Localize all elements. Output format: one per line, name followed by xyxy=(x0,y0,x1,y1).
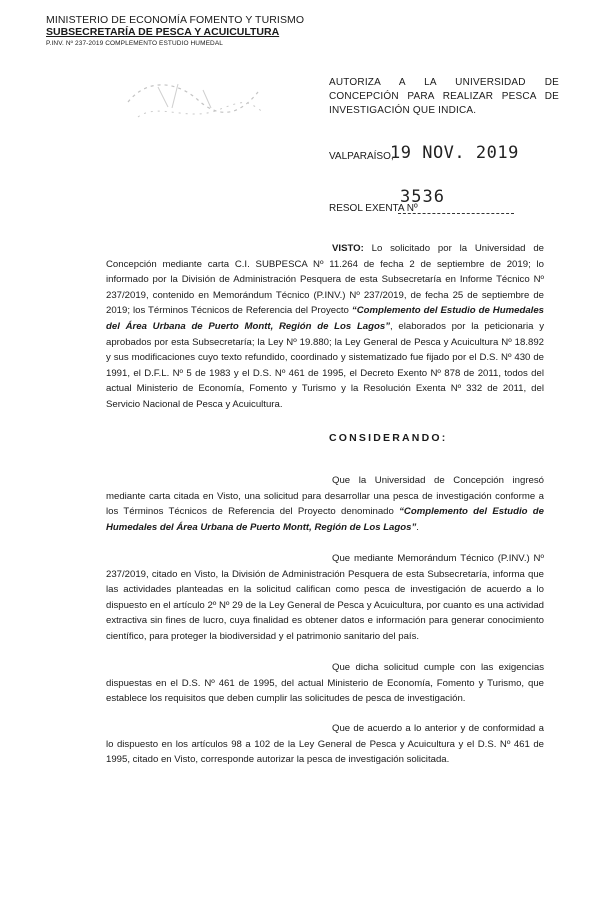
resolution-number-stamp: 3536 xyxy=(400,187,445,207)
considerando-3-text: Que dicha solicitud cumple con las exigencias dispuestas en el D.S. Nº 461 de 1995, del actual Ministerio de Economía, Fomento y Turismo, que establece los requisitos que deben cumplir las solicitudes de pesca de investigación. xyxy=(106,662,544,705)
considerando-paragraph-3 xyxy=(106,660,544,707)
visto-text-part-2: , elaborados por la peticionaria y aprobados por esta Subsecretaría; la Ley Nº 19.880; la Ley General de Pesca y Acuicultura Nº 18.892 y sus modificaciones cuyo texto refundido, coordinado y sistematizado fue fijado por el D.S. Nº 430 de 1991, el D.F.L. Nº 5 de 1983 y el D.S. Nº 461 de 1995, el Decreto Exento Nº 878 de 2011, todos del actual Ministerio de Economía, Fomento y Turismo y la Resolución Exenta Nº 332 de 2011, del Servicio Nacional de Pesca y Acuicultura. xyxy=(106,320,544,410)
visto-paragraph xyxy=(106,241,544,413)
considerando-paragraph-2 xyxy=(106,551,544,645)
place-label: VALPARAÍSO, xyxy=(329,151,394,162)
resolution-number-label: RESOL EXENTA Nº xyxy=(329,203,418,214)
considerando-paragraph-4 xyxy=(106,721,544,768)
resolution-number-line xyxy=(398,213,514,214)
visto-text-part-1: Lo solicitado por la Universidad de Concepción mediante carta C.I. SUBPESCA Nº 11.264 de fecha 2 de septiembre de 2019; lo informado por la División de Administración Pesquera de esta Subsecretaría en Informe Técnico Nº 237/2019, contenido en Memorándum Técnico (P.INV.) Nº 237/2019, de fecha 25 de septiembre de 2019; los Términos Técnicos de Referencia del Proyecto xyxy=(106,243,544,317)
considerando-heading: CONSIDERANDO: xyxy=(329,432,448,444)
considerando-1-project-title: “Complemento del Estudio de Humedales del Área Urbana de Puerto Montt, Región de Los Lagos” xyxy=(106,506,544,533)
resolution-subject: AUTORIZA A LA UNIVERSIDAD DE CONCEPCIÓN PARA REALIZAR PESCA DE INVESTIGACIÓN QUE INDICA. xyxy=(329,77,559,116)
faded-stamp-mark xyxy=(118,72,268,132)
considerando-paragraph-1 xyxy=(106,473,544,535)
considerando-1-text: Que la Universidad de Concepción ingresó mediante carta citada en Visto, una solicitud para desarrollar una pesca de investigación conforme a los Términos Técnicos de Referencia del Proyecto denominado xyxy=(106,475,544,518)
considerando-2-text: Que mediante Memorándum Técnico (P.INV.) Nº 237/2019, citado en Visto, la División de Administración Pesquera de esta Subsecretaría, informa que las actividades planteadas en la solicitud califican como pesca de investigación de acuerdo a lo dispuesto en el artículo 2º Nº 29 de la Ley General de Pesca y Acuicultura, por cuanto es una actividad extractiva sin fines de lucro, cuya finalidad es obtener datos e información para generar conocimiento científico, para proteger la biodiversidad y el patrimonio sanitario del país. xyxy=(106,553,544,642)
subsecretaria-name: SUBSECRETARÍA DE PESCA Y ACUICULTURA xyxy=(46,26,280,38)
considerando-1-end: . xyxy=(416,521,419,533)
letterhead xyxy=(46,14,305,48)
ministry-name: MINISTERIO DE ECONOMÍA FOMENTO Y TURISMO xyxy=(46,14,305,26)
resolution-date-stamp: 19 NOV. 2019 xyxy=(390,143,519,163)
visto-project-title: “Complemento del Estudio de Humedales del Área Urbana de Puerto Montt, Región de Los Lagos” xyxy=(106,305,544,332)
reference-code: P.INV. Nº 237-2019 COMPLEMENTO ESTUDIO HUMEDAL xyxy=(46,40,223,47)
considerando-4-text: Que de acuerdo a lo anterior y de conformidad a lo dispuesto en los artículos 98 a 102 de la Ley General de Pesca y Acuicultura y el D.S. Nº 461 de 1995, citado en Visto, corresponde autorizar la pesca de investigación solicitada. xyxy=(106,723,544,766)
visto-label: VISTO: xyxy=(332,243,364,254)
